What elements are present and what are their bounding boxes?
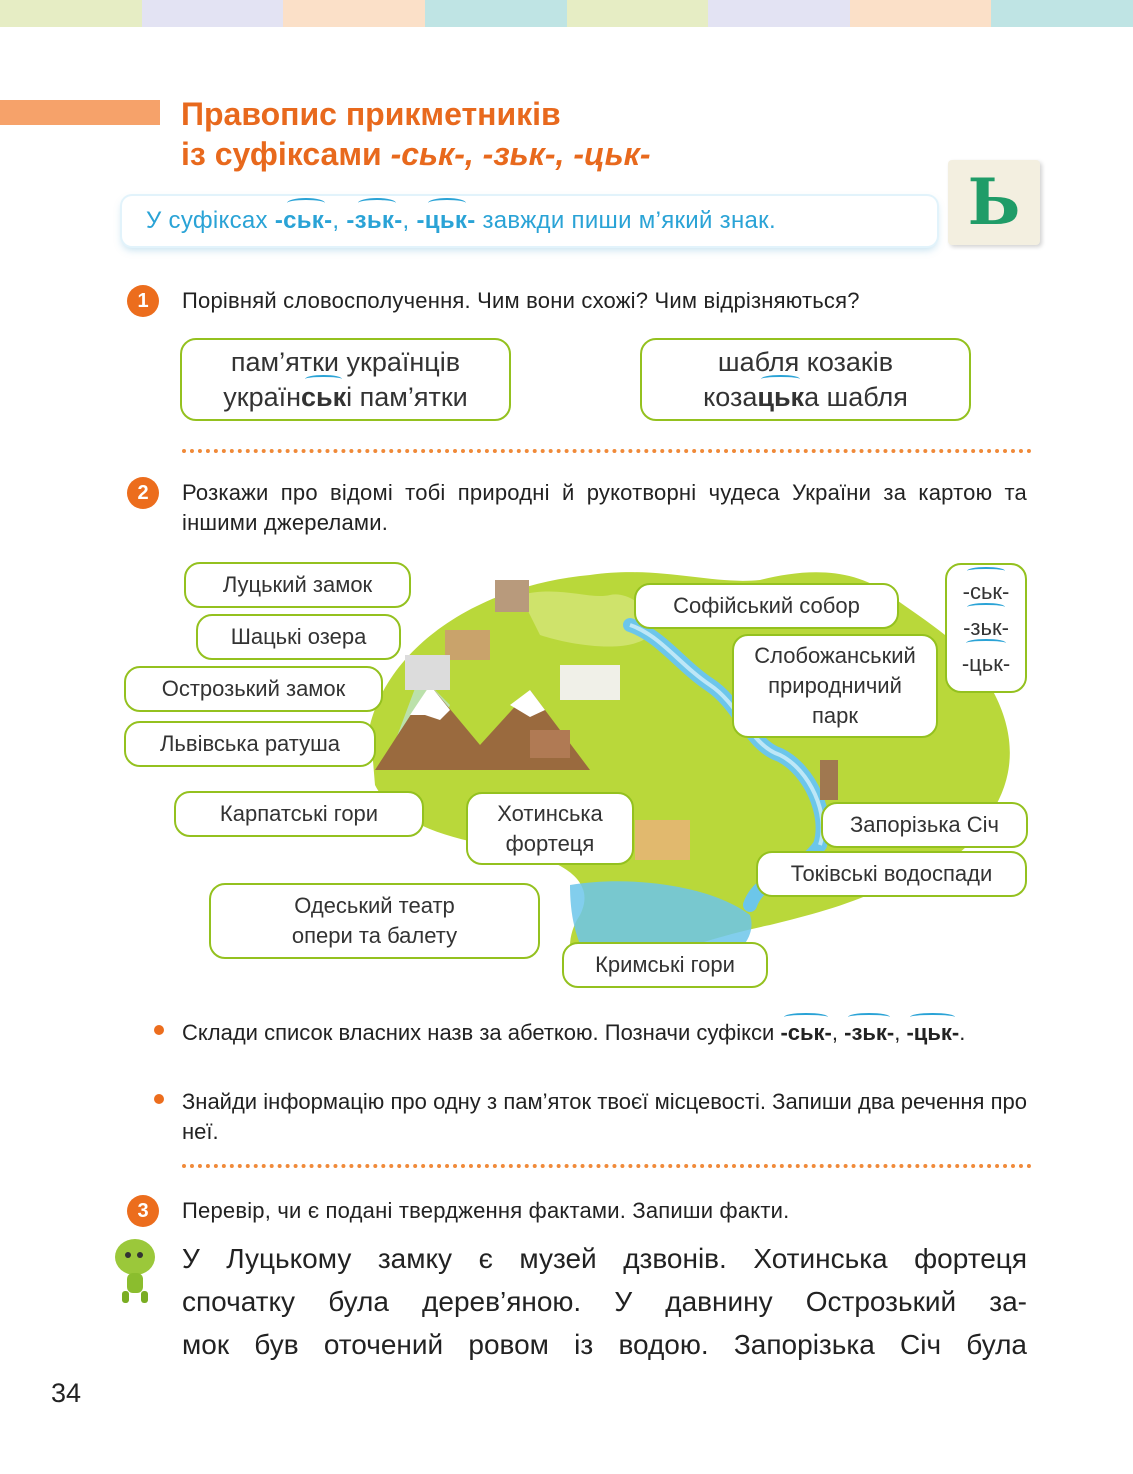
label-lutsk-castle: Луцький замок [184, 562, 411, 608]
ostroh-castle-icon [445, 630, 490, 660]
lutsk-castle-icon [495, 580, 529, 612]
sofia-cathedral-icon [560, 665, 620, 700]
rule-suffix-zk: -зьк- [346, 207, 402, 234]
lviv-town-hall-icon [405, 655, 450, 690]
zaporizhzhia-sich-icon [820, 760, 838, 800]
phrase-box-ukrainian: пам’ятки українців українськ і пам’ятки [180, 338, 511, 421]
label-carpathian-mountains: Карпатські гори [174, 791, 424, 837]
dotted-divider [182, 449, 1032, 457]
task3-paragraph-line2: спочатку була дерев’яною. У давнину Острозький за- [182, 1286, 1027, 1317]
rule-suffix-tsk: -цьк- [416, 207, 475, 234]
task-number-3: 3 [127, 1195, 159, 1227]
green-mascot-icon [108, 1235, 163, 1305]
bullet-1-text: Склади список власних назв за абеткою. Позначи суфікси -ськ- , -зьк- , -цьк- . [182, 1018, 1027, 1048]
label-shatsk-lakes: Шацькі озера [196, 614, 401, 660]
suffix-mark-sk: ськ [301, 382, 346, 412]
page-number: 34 [51, 1378, 82, 1408]
bullet-suffix-zk: -зьк- [844, 1020, 894, 1045]
suffix-list-item: -цьк- [962, 646, 1010, 682]
top-color-strip [0, 0, 1133, 27]
label-ostroh-castle: Острозький замок [124, 666, 383, 712]
rule-suffix-sk: -ськ- [275, 207, 333, 234]
dotted-divider [182, 1164, 1032, 1172]
odesa-opera-icon [635, 820, 690, 860]
khotyn-fortress-icon [530, 730, 570, 758]
label-tokivski-waterfalls: Токівські водоспади [756, 851, 1027, 897]
label-zaporizhzhia-sich: Запорізька Січ [821, 802, 1028, 848]
task3-instruction: Перевір, чи є подані твердження фактами. Запиши факти. [182, 1198, 790, 1223]
bullet-suffix-sk: -ськ- [780, 1020, 831, 1045]
bullet-dot [154, 1025, 164, 1035]
task1-instruction: Порівняй словосполучення. Чим вони схожі? Чим відрізняються? [182, 288, 860, 313]
task3-paragraph-line3: мок був оточений ровом із водою. Запорізька Січ була [182, 1329, 1027, 1360]
task2-instruction: Розкажи про відомі тобі природні й рукотворні чудеса України за картою та іншими джерелами. [182, 480, 1027, 535]
title-accent-bar [0, 100, 160, 125]
suffix-list-item: -ськ- [963, 574, 1010, 610]
suffix-mark-tsk: цьк [757, 382, 804, 412]
label-odesa-opera: Одеський театр опери та балету [209, 883, 540, 959]
task3-paragraph-line1: У Луцькому замку є музей дзвонів. Хотинська фортеця [182, 1243, 1027, 1274]
task-number-1: 1 [127, 285, 159, 317]
bullet-2-text: Знайди інформацію про одну з пам’яток твоєї місцевості. Запиши два речення про неї. [182, 1089, 1027, 1144]
rule-text: У суфіксах -ськ- , -зьк- , -цьк- завжди пиши м’який знак. [122, 207, 776, 235]
title-suffixes: -ськ-, -зьк-, -цьк- [390, 136, 651, 172]
rule-box [122, 196, 937, 246]
soft-sign-letter-card: Ь [948, 160, 1040, 245]
label-khotyn-fortress: Хотинська фортеця [466, 792, 634, 865]
label-lviv-town-hall: Львівська ратуша [124, 721, 376, 767]
suffix-list-box [945, 563, 1027, 693]
bullet-dot [154, 1094, 164, 1104]
bullet-suffix-tsk: -цьк- [906, 1020, 959, 1045]
label-sofia-cathedral: Софійський собор [634, 583, 899, 629]
suffix-list-item: -зьк- [963, 610, 1009, 646]
label-crimean-mountains: Кримські гори [562, 942, 768, 988]
task-number-2: 2 [127, 477, 159, 509]
page-title-line1: Правопис прикметників [181, 96, 561, 132]
phrase-box-cossack: шабля козаків козацьк а шабля [640, 338, 971, 421]
page-title-line2: із суфіксами -ськ-, -зьк-, -цьк- [181, 136, 651, 172]
label-slobozhansky-park: Слобожанський природничий парк [732, 634, 938, 738]
